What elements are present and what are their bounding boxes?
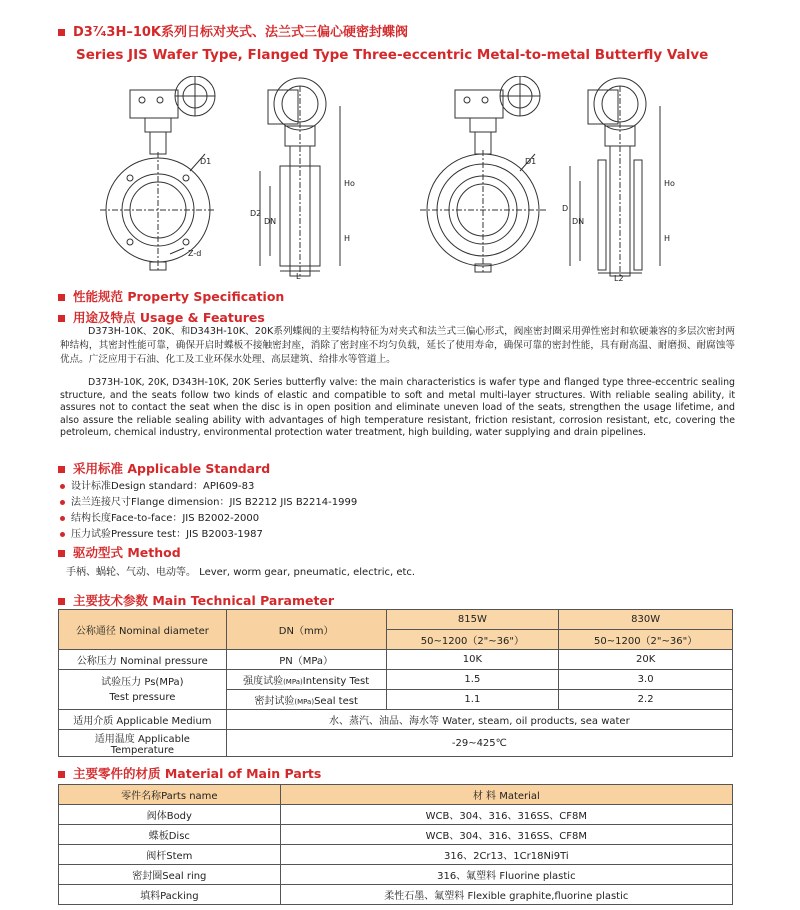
label-h2: H <box>664 234 671 243</box>
part-name: 密封圈Seal ring <box>59 865 281 885</box>
label-l2: L2 <box>614 274 624 281</box>
col-815w: 815W <box>386 610 559 630</box>
dn-mm-label: DN（mm） <box>226 610 386 650</box>
material-table <box>58 784 733 905</box>
seal-815w: 1.1 <box>386 690 559 710</box>
part-name: 阀杆Stem <box>59 845 281 865</box>
part-material: 柔性石墨、氟塑料 Flexible graphite,fluorine plastic <box>280 885 732 905</box>
col-830w: 830W <box>559 610 733 630</box>
section-usage: 用途及特点 Usage & Features <box>58 308 265 326</box>
flanged-front-view <box>420 76 546 272</box>
label-d1b: D1 <box>525 157 537 166</box>
flanged-side-view <box>570 78 660 276</box>
nominal-pressure-label: 公称压力 Nominal pressure <box>59 650 227 670</box>
label-d: D <box>562 204 569 213</box>
label-ho2: Ho <box>664 179 675 188</box>
method-text: 手柄、蜗轮、气动、电动等。 Lever, worm gear, pneumatic, electric, etc. <box>66 567 416 578</box>
seal-test-label: 密封试验(MPa)Seal test <box>226 690 386 710</box>
part-name: 阀体Body <box>59 805 281 825</box>
tech-table <box>58 609 733 757</box>
standard-item: 压力试验Pressure test：JIS B2003-1987 <box>60 525 263 540</box>
section-tech: 主要技术参数 Main Technical Parameter <box>58 591 334 609</box>
part-material: 316、2Cr13、1Cr18Ni9Ti <box>280 845 732 865</box>
section-standard: 采用标准 Applicable Standard <box>58 459 270 477</box>
nominal-diameter-label: 公称通径 Nominal diameter <box>59 610 227 650</box>
label-dn2: DN <box>572 217 585 226</box>
intensity-815w: 1.5 <box>386 670 559 690</box>
usage-cn-text: D373H-10K、20K、和D343H-10K、20K系列蝶阀的主要结构特征为对夹式和法兰式三偏心形式，阀座密封圈采用弹性密封和软硬兼容的多层次密封两种结构，其密封性能可靠，确保开启时蝶板不接触密封座，消除了密封座不均匀负载，延长了使用寿命，确保可靠的密封性能，具有耐高温、耐磨损、耐腐蚀等优点。广泛应用于石油、化工及工业环保水处理、高层建筑、给排水等管道上。 <box>60 326 735 365</box>
label-ho: Ho <box>344 179 355 188</box>
seal-830w: 2.2 <box>559 690 733 710</box>
standard-item: 结构长度Face-to-face：JIS B2002-2000 <box>60 509 259 524</box>
intensity-830w: 3.0 <box>559 670 733 690</box>
intensity-test-label: 强度试验(MPa)Intensity Test <box>226 670 386 690</box>
pn-label: PN（MPa） <box>226 650 386 670</box>
pn-815w: 10K <box>386 650 559 670</box>
table-row <box>59 845 733 865</box>
table-row <box>59 885 733 905</box>
label-dn: DN <box>264 217 277 226</box>
page-title-en: Series JIS Wafer Type, Flanged Type Three-eccentric Metal-to-metal Butterfly Valve <box>76 47 709 63</box>
part-name: 蝶板Disc <box>59 825 281 845</box>
table-row <box>59 805 733 825</box>
label-h: H <box>344 234 351 243</box>
wafer-side-view <box>260 78 340 276</box>
table-row <box>59 865 733 885</box>
label-d1: D1 <box>200 157 212 166</box>
section-method: 驱动型式 Method <box>58 543 181 561</box>
wafer-front-view <box>100 76 216 272</box>
part-material: WCB、304、316、316SS、CF8M <box>280 825 732 845</box>
part-name: 填料Packing <box>59 885 281 905</box>
label-zd: Z-d <box>188 249 202 258</box>
usage-en-text: D373H-10K, 20K, D343H-10K, 20K Series butterfly valve: the main characteristics is wafer type and flanged type three-eccentric sealing structure, and the seats follow two kinds of elastic and compatible to soft and metal multi-layer structures. With reliable sealing ability, it assures not to contact the seat when the disc is in open position and eliminate uneven load of the seats, strengthen the usage lifetime, and also assure the reliable sealing ability with advantages of high temperature resistant, friction resistant, corrosion resistant, etc, covering the petroleum, chemical industry, environmental protection water treatment, high building, water supplying and drain pipelines. <box>60 377 735 438</box>
material-header: 材 料 Material <box>280 785 732 805</box>
part-material: 316、氟塑料 Fluorine plastic <box>280 865 732 885</box>
standard-item: 设计标准Design standard：API609-83 <box>60 477 254 492</box>
parts-name-header: 零件名称Parts name <box>59 785 281 805</box>
range-815w: 50~1200（2"~36"） <box>386 630 559 650</box>
label-d2: D2 <box>250 209 262 218</box>
range-830w: 50~1200（2"~36"） <box>559 630 733 650</box>
temperature-label: 适用温度 Applicable Temperature <box>59 730 227 757</box>
standard-item: 法兰连接尺寸Flange dimension：JIS B2212 JIS B2214-1999 <box>60 493 357 508</box>
label-l: L <box>296 272 301 281</box>
medium-label: 适用介质 Applicable Medium <box>59 710 227 730</box>
valve-drawings <box>100 76 700 281</box>
pn-830w: 20K <box>559 650 733 670</box>
section-material: 主要零件的材质 Material of Main Parts <box>58 764 321 782</box>
page-title-cn: D3⁷⁄₄3H–10K系列日标对夹式、法兰式三偏心硬密封蝶阀 <box>58 21 408 40</box>
part-material: WCB、304、316、316SS、CF8M <box>280 805 732 825</box>
temperature-value: -29~425℃ <box>226 730 732 757</box>
section-property: 性能规范 Property Specification <box>58 287 284 305</box>
medium-value: 水、蒸汽、油品、海水等 Water, steam, oil products, sea water <box>226 710 732 730</box>
table-row <box>59 825 733 845</box>
test-pressure-label: 试验压力 Ps(MPa) Test pressure <box>59 670 227 710</box>
